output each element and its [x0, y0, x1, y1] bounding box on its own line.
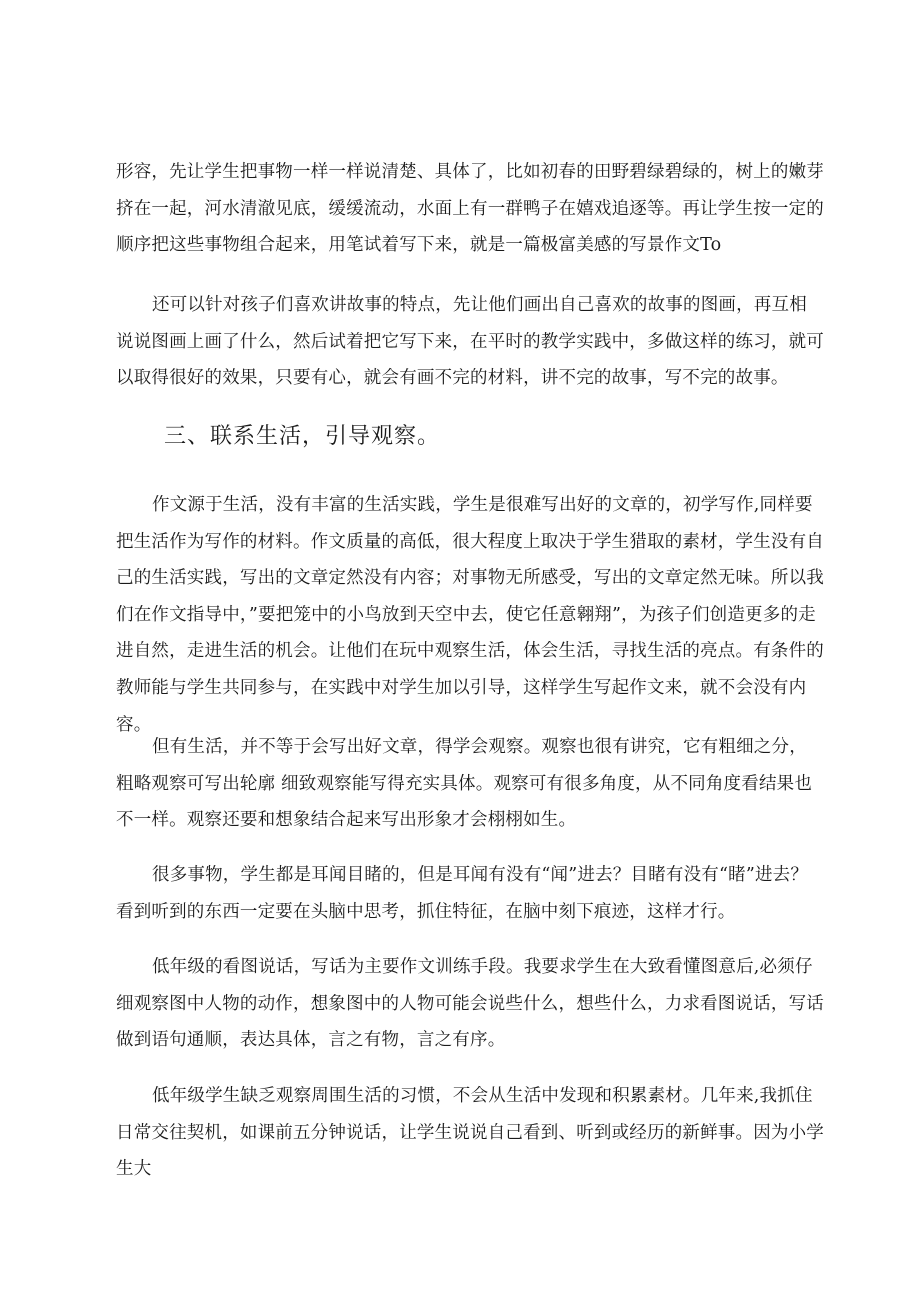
paragraph-scenery-writing: 形容，先让学生把事物一样一样说清楚、具体了，比如初春的田野碧绿碧绿的，树上的嫩芽挤在一起，河水清澈见底，缓缓流动，水面上有一群鸭子在嬉戏追逐等。再让学生按一定的顺序把这些事物组合起来，用笔试着写下来，就是一篇极富美感的写景作文To — [116, 162, 824, 256]
paragraph-learn-to-observe: 但有生活，并不等于会写出好文章，得学会观察。观察也很有讲究，它有粗细之分，粗略观察可写出轮廓 细致观察能写得充实具体。观察可有很多角度，从不同角度看结果也不一样。观察还要和想象结合起来写出形象才会栩栩如生。 — [116, 737, 813, 831]
paragraph-storytelling: 还可以针对孩子们喜欢讲故事的特点，先让他们画出自己喜欢的故事的图画，再互相说说图画上画了什么，然后试着把它写下来，在平时的教学实践中，多做这样的练习，就可以取得很好的效果，只要有心，就会有画不完的材料，讲不完的故事，写不完的故事。 — [116, 295, 824, 389]
paragraph-picture-talk: 低年级的看图说话，写话为主要作文训练手段。我要求学生在大致看懂图意后,必须仔细观察图中人物的动作，想象图中的人物可能会说些什么，想些什么，力求看图说话，写话做到语句通顺，表达具体，言之有物，言之有序。 — [116, 957, 824, 1051]
paragraph-see-and-hear: 很多事物，学生都是耳闻目睹的，但是耳闻有没有“闻”进去？目睹有没有“睹”进去？看到听到的东西一定要在头脑中思考，抓住特征，在脑中刻下痕迹，这样才行。 — [116, 865, 809, 922]
paragraph-daily-observation: 低年级学生缺乏观察周围生活的习惯，不会从生活中发现和积累素材。几年来,我抓住日常交往契机，如课前五分钟说话，让学生说说自己看到、听到或经历的新鲜事。因为小学生大 — [116, 1086, 824, 1180]
section-heading: 三、联系生活，引导观察。 — [164, 424, 441, 449]
paragraph-writing-from-life: 作文源于生活，没有丰富的生活实践，学生是很难写出好的文章的，初学写作,同样要把生活作为写作的材料。作文质量的高低，很大程度上取决于学生猎取的素材，学生没有自己的生活实践，写出的文章定然没有内容；对事物无所感受，写出的文章定然无味。所以我们在作文指导中，”要把笼中的小鸟放到天空中去，使它任意翱翔”，为孩子们创造更多的走进自然，走进生活的机会。让他们在玩中观察生活，体会生活，寻找生活的亮点。有条件的教师能与学生共同参与，在实践中对学生加以引导，这样学生写起作文来，就不会没有内容。 — [116, 495, 824, 735]
